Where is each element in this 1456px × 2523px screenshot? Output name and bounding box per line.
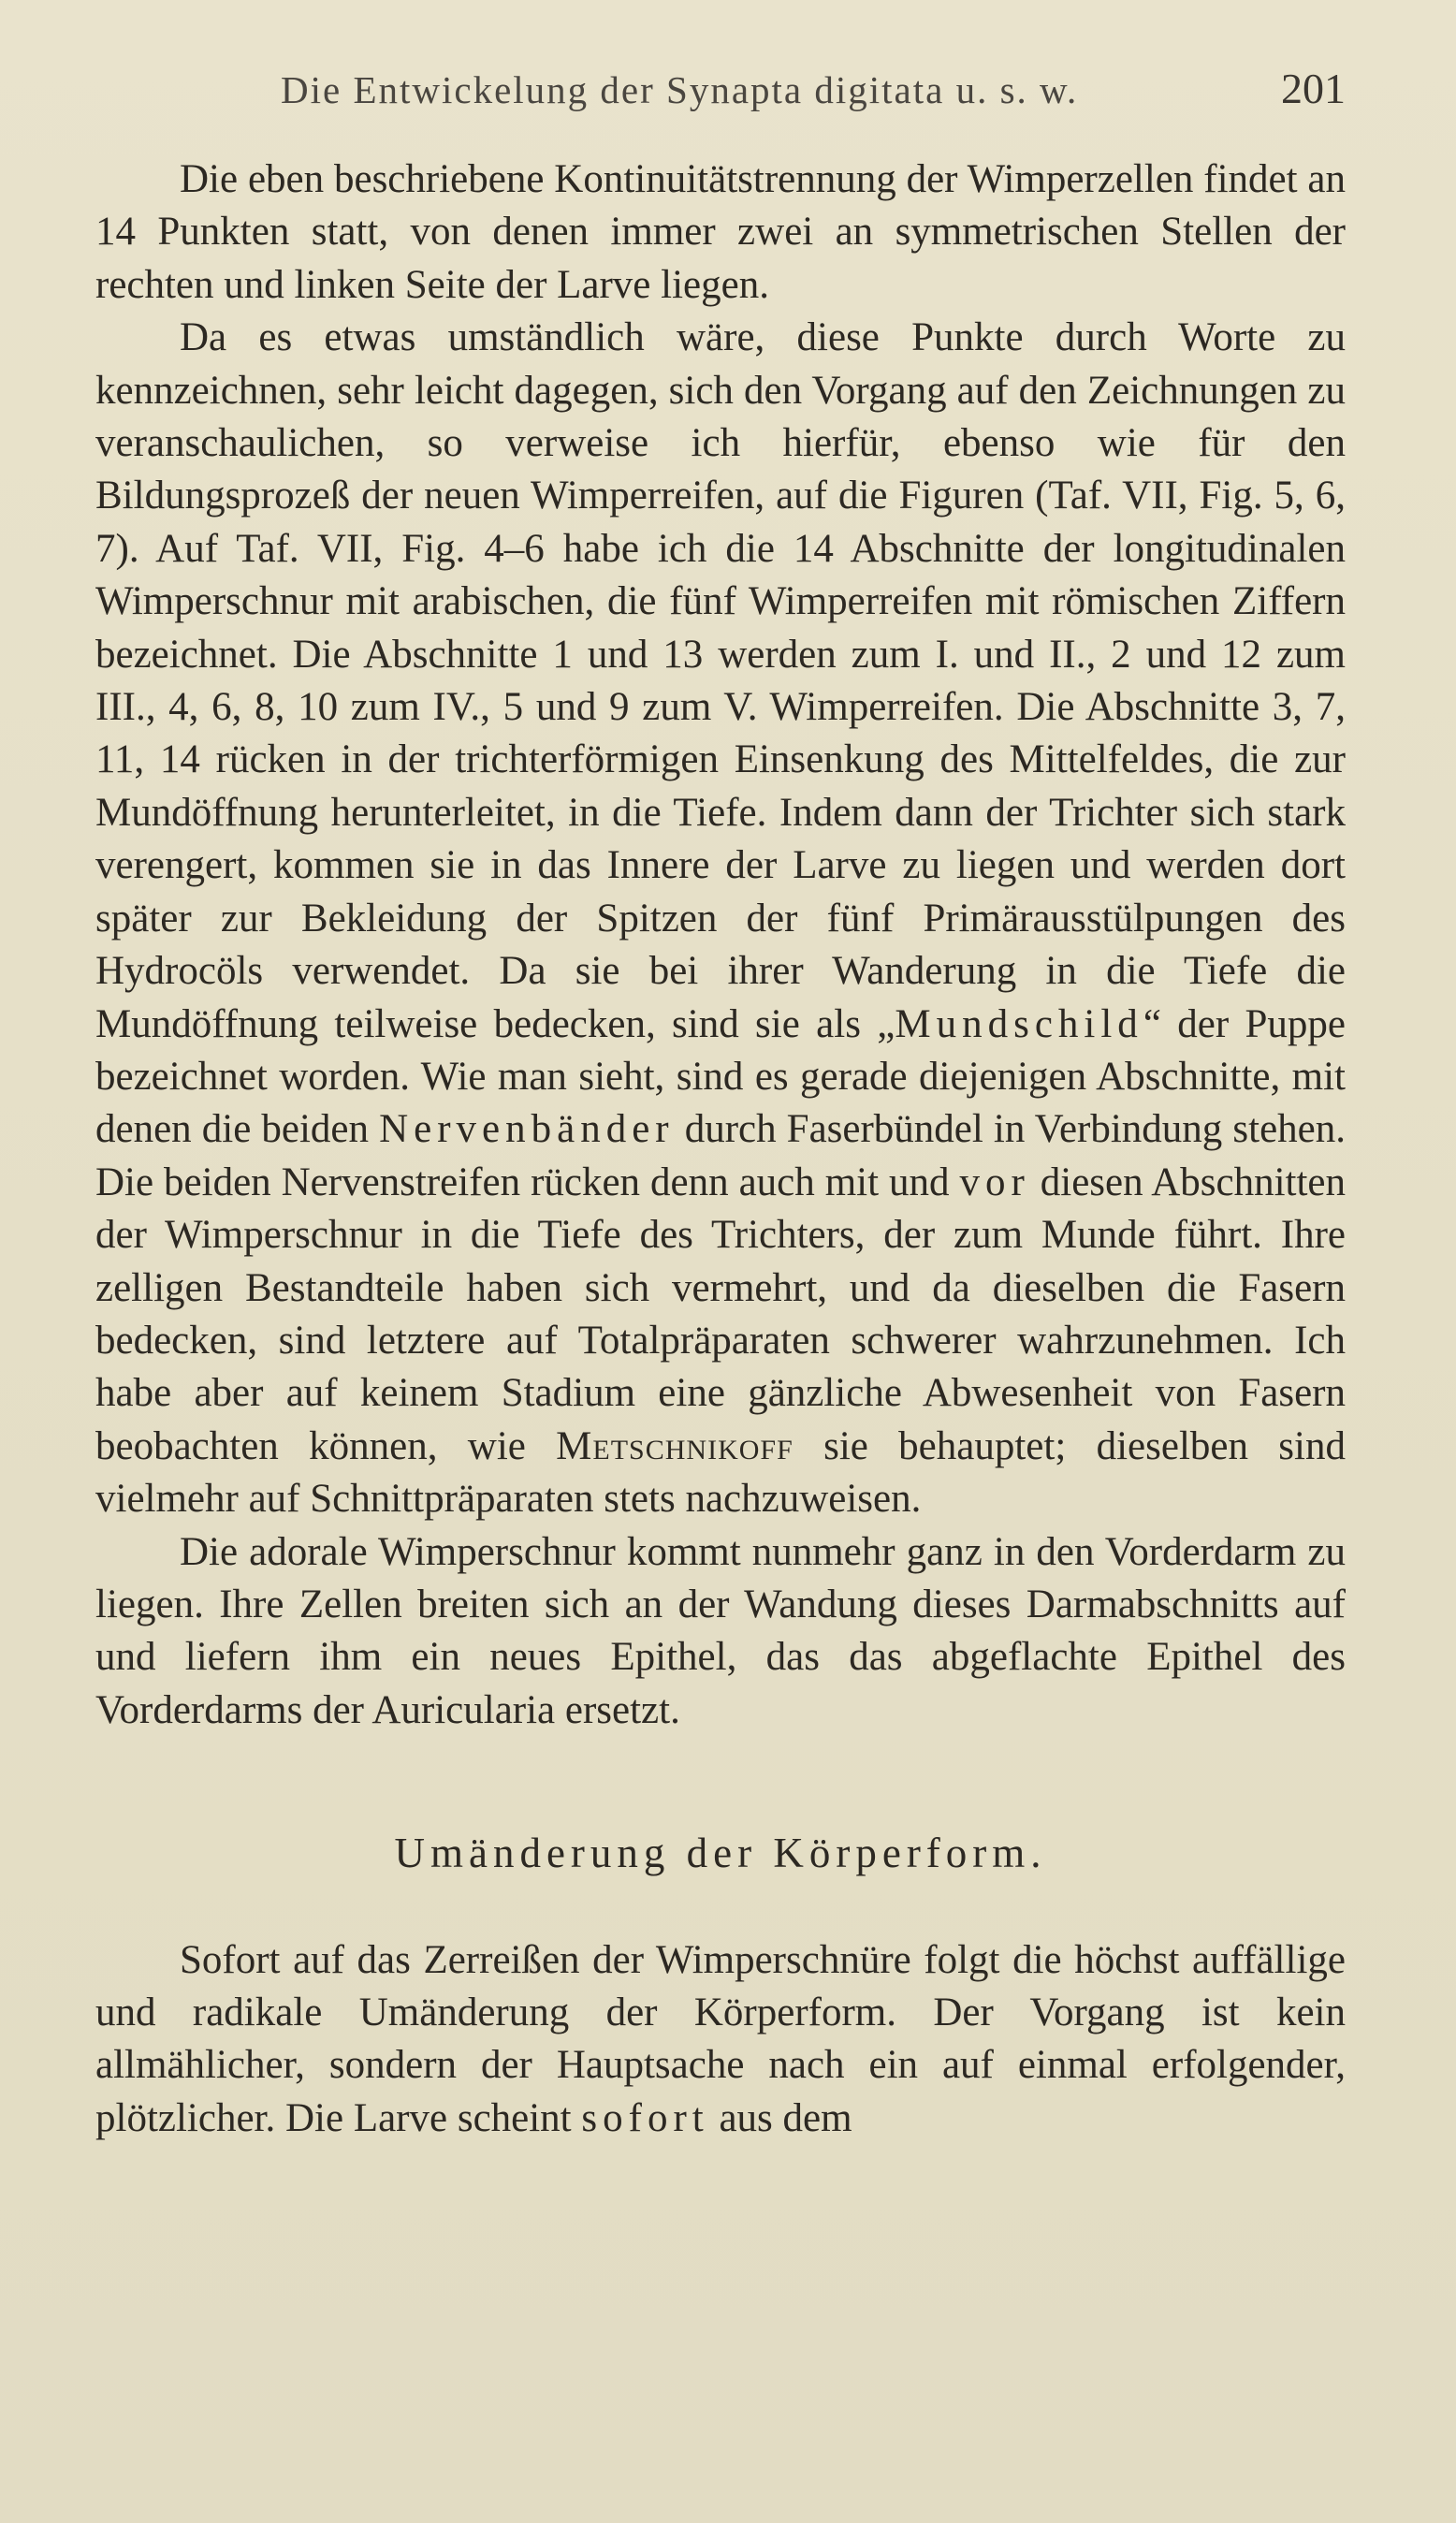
text-run: Die adorale Wimperschnur kommt nunmehr ganz in den Vorderdarm zu liegen. Ihre Zellen breiten sich an der Wandung dieses Darmabschnitts auf und liefern ihm ein neues Epithel, das das abgeflachte Epithel des Vorderdarms der Auricularia ersetzt. bbox=[95, 1529, 1346, 1732]
body-text bbox=[95, 153, 1346, 2145]
text-run: “ der Puppe bezeichnet worden. Wie man sieht, sind es gerade diejenigen Abschnitte, mit denen die beiden bbox=[95, 1001, 1346, 1152]
emphasized-term: Nervenbänder bbox=[379, 1107, 675, 1152]
body-paragraph-3 bbox=[95, 1526, 1346, 1738]
emphasized-term: vor bbox=[959, 1159, 1030, 1204]
author-name: Metschnikoff bbox=[556, 1423, 794, 1468]
emphasized-term: Mundschild bbox=[895, 1001, 1143, 1046]
emphasized-term: sofort bbox=[581, 2095, 709, 2140]
paragraphs-after-heading bbox=[95, 1934, 1346, 2146]
running-head-title: Die Entwickelung der Synapta digitata u. s. w. bbox=[281, 68, 1079, 111]
text-run: Die eben beschriebene Kontinuitätstrennung der Wimperzellen findet an 14 Punkten statt, von denen immer zwei an symmetrischen Stellen der rechten und linken Seite der Larve liegen. bbox=[95, 157, 1346, 307]
text-run: durch Faserbündel in Verbindung stehen. Die beiden Nervenstreifen rücken denn auch mit und bbox=[95, 1107, 1346, 1204]
body-paragraph-2 bbox=[95, 312, 1346, 1525]
section-paragraph-1 bbox=[95, 1934, 1346, 2146]
text-run: Sofort auf das Zerreißen der Wimperschnüre folgt die höchst auffällige und radikale Umänderung der Körperform. Der Vorgang ist kein allmählicher, sondern der Hauptsache nach ein auf einmal erfolgender, plötzlicher. Die Larve scheint bbox=[95, 1937, 1346, 2140]
text-run: sie behauptet; dieselben sind vielmehr auf Schnittpräparaten stets nachzuweisen. bbox=[95, 1423, 1346, 1522]
body-paragraph-1 bbox=[95, 153, 1346, 312]
section-heading: Umänderung der Körperform. bbox=[394, 1830, 1047, 1877]
text-run: Da es etwas umständlich wäre, diese Punkte durch Worte zu kennzeichnen, sehr leicht dagegen, sich den Vorgang auf den Zeichnungen zu veranschaulichen, so verweise ich hierfür, ebenso wie für den Bildungsprozeß der neuen Wimperreifen, auf die Figuren (Taf. VII, Fig. 5, 6, 7). Auf Taf. VII, Fig. 4–6 habe ich die 14 Abschnitte der longitudinalen Wimperschnur mit arabischen, die fünf Wimperreifen mit römischen Ziffern bezeichnet. Die Abschnitte 1 und 13 werden zum I. und II., 2 und 12 zum III., 4, 6, 8, 10 zum IV., 5 und 9 zum V. Wimperreifen. Die Abschnitte 3, 7, 11, 14 rücken in der trichterförmigen Einsenkung des Mittelfeldes, die zur Mundöffnung herunterleitet, in die Tiefe. Indem dann der Trichter sich stark verengert, kommen sie in das Innere der Larve zu liegen und werden dort später zur Bekleidung der Spitzen der fünf Primärausstülpungen des Hydrocöls verwendet. Da sie bei ihrer Wanderung in die Tiefe die Mundöffnung teilweise bedecken, sind sie als „ bbox=[95, 315, 1346, 1046]
page-number: 201 bbox=[1281, 65, 1346, 112]
paragraphs-before-heading bbox=[95, 153, 1346, 1737]
running-head bbox=[281, 67, 1376, 124]
text-run: aus dem bbox=[708, 2095, 852, 2140]
text-run: diesen Abschnitten der Wimperschnur in die Tiefe des Trichters, der zum Munde führt. Ihre zelligen Bestandteile haben sich vermehrt, und da dieselben die Fasern bedecken, sind letztere auf Totalpräparaten schwerer wahrzunehmen. Ich habe aber auf keinem Stadium eine gänzliche Abwesenheit von Fasern beobachten können, wie bbox=[95, 1159, 1346, 1468]
